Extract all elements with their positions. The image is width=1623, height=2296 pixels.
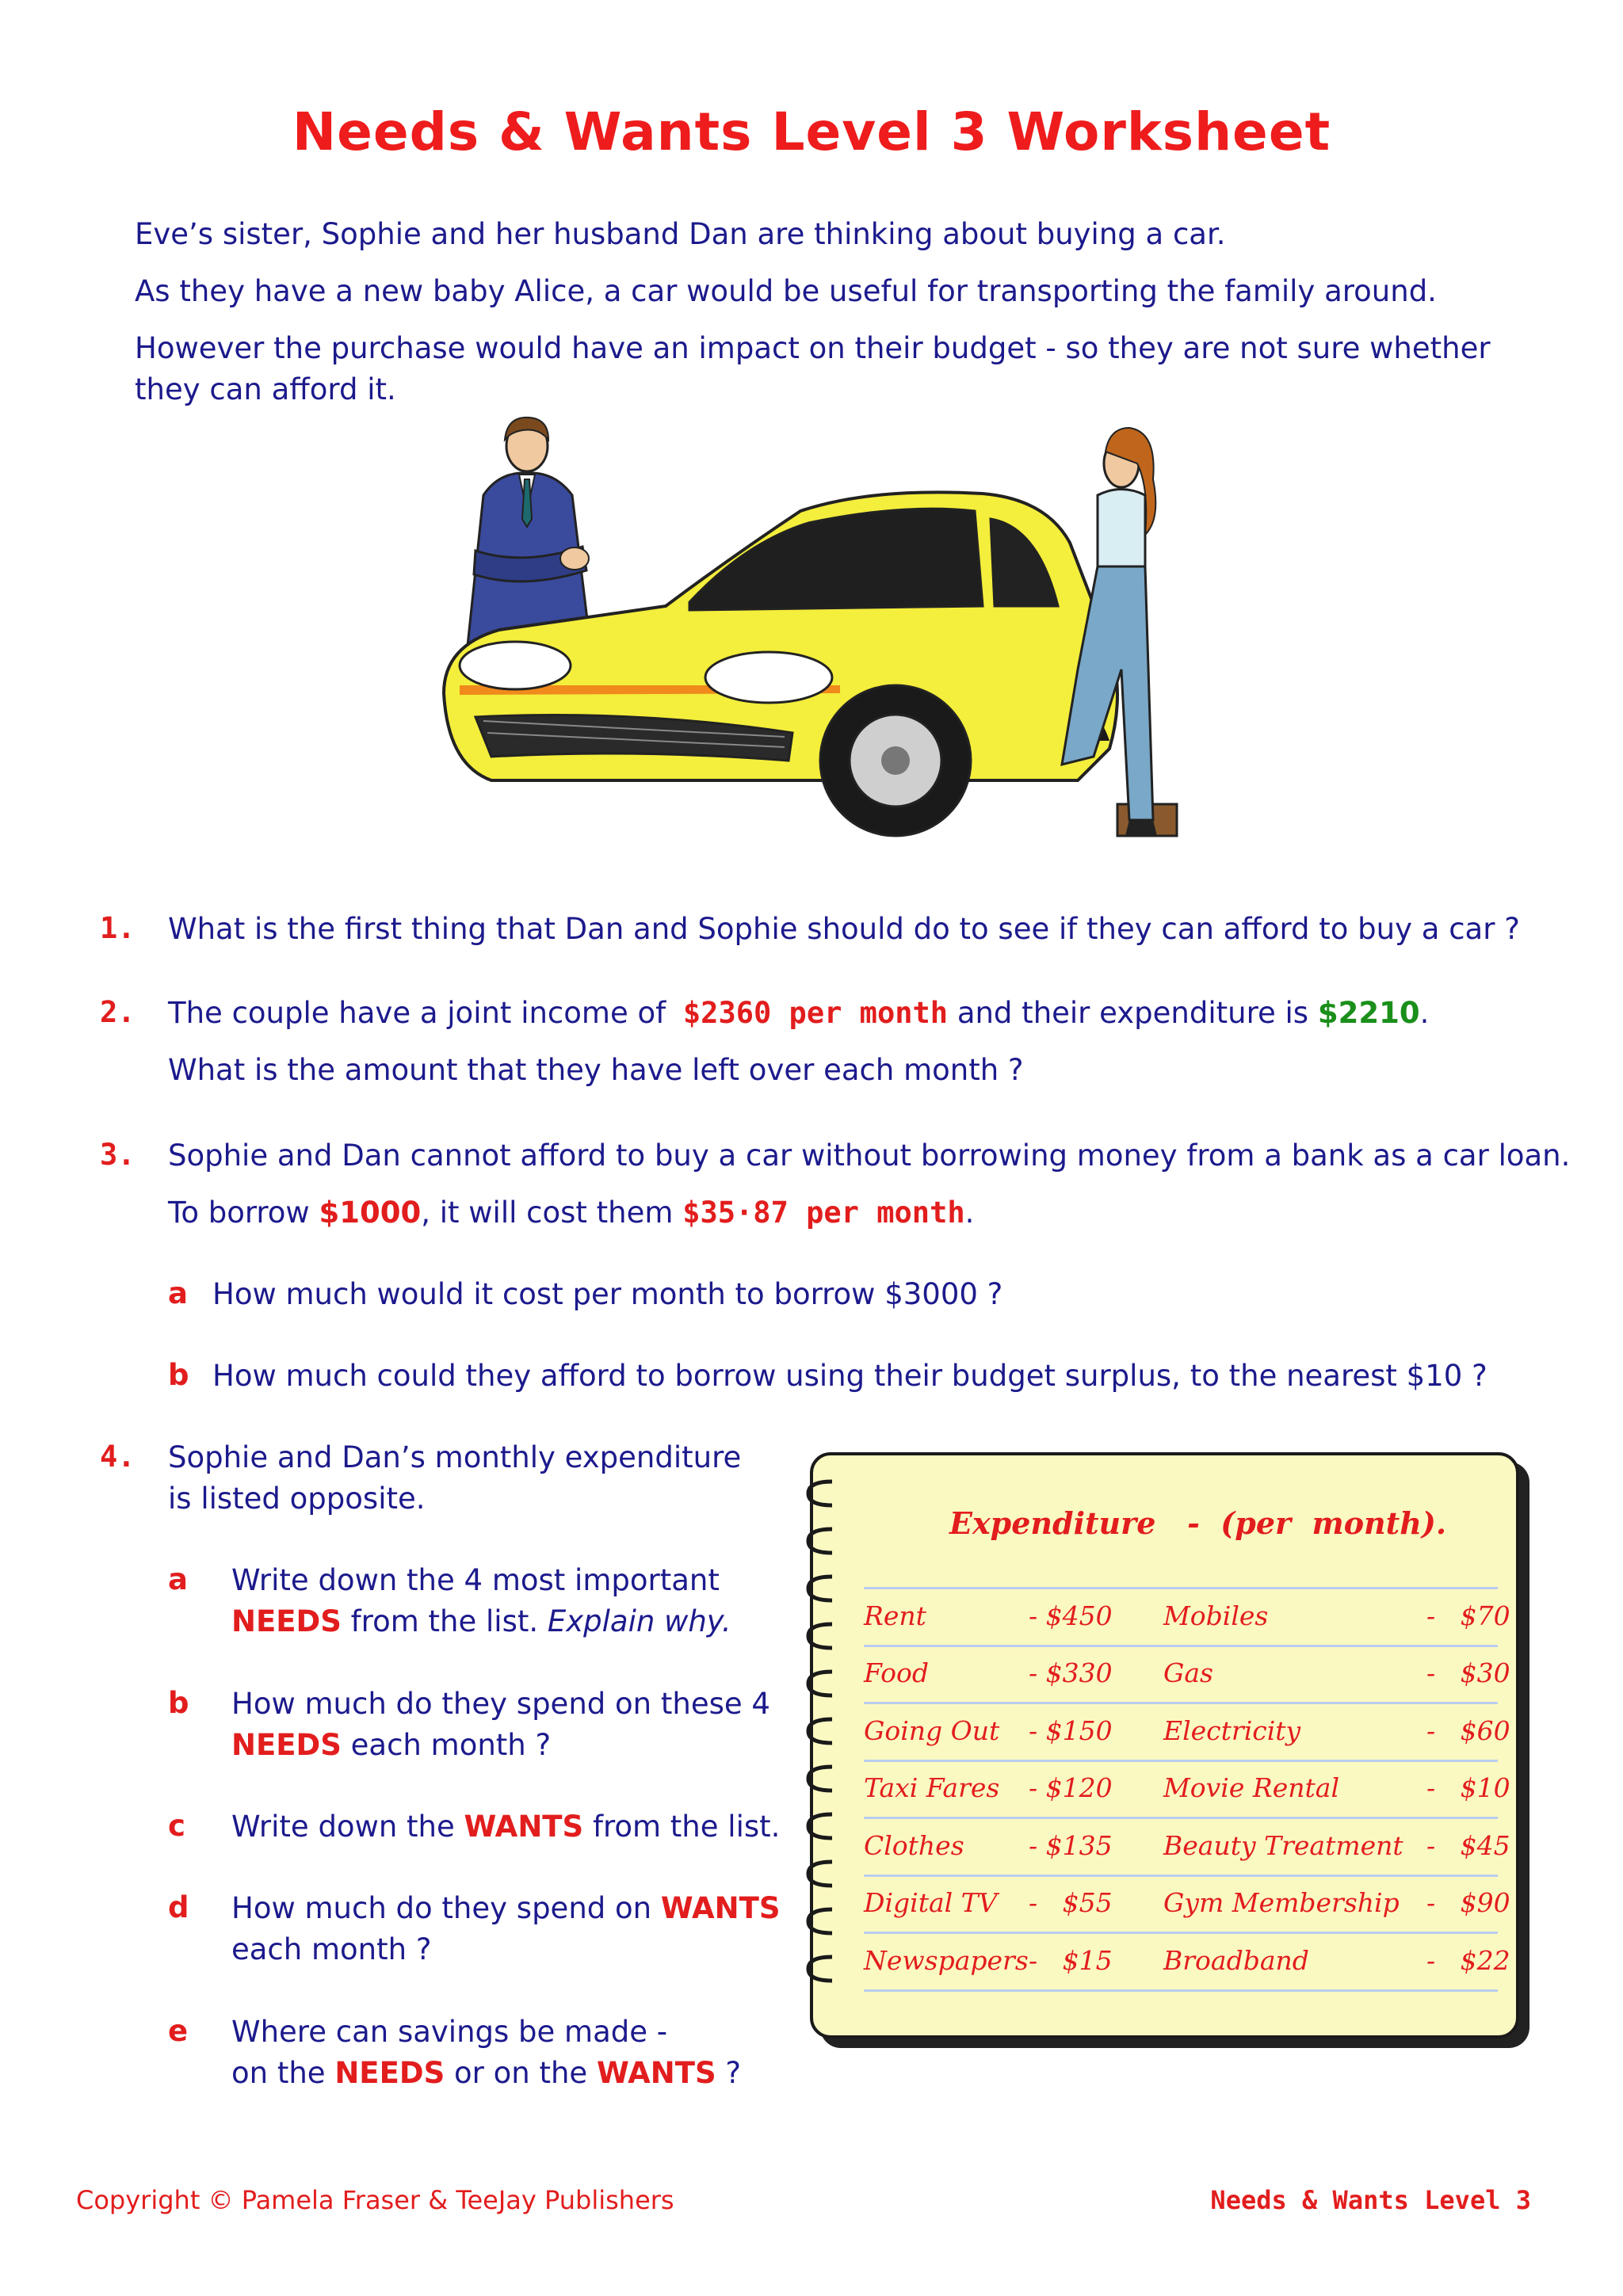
expense-item-rent: Rent: [864, 1600, 926, 1631]
ruled-line: [864, 1989, 1498, 1992]
expense-item-going-out: Going Out: [864, 1715, 1000, 1746]
ruled-line: [864, 1817, 1498, 1819]
question-3-line-1: Sophie and Dan cannot afford to buy a car without borrowing money from a bank as a car loan.: [168, 1138, 1571, 1173]
ruled-line: [864, 1702, 1498, 1704]
intro-line-2: As they have a new baby Alice, a car would be useful for transporting the family around.: [135, 274, 1437, 308]
expense-item-electricity: Electricity: [1163, 1715, 1301, 1746]
q3-b-label: b: [168, 1358, 189, 1392]
expense-value-gym-membership: - $90: [1426, 1887, 1510, 1918]
question-4-line-1: Sophie and Dan’s monthly expenditure: [168, 1440, 742, 1474]
q2-text-end: .: [1419, 996, 1430, 1030]
q3-cost: $35·87 per month: [682, 1196, 965, 1230]
question-4-line-2: is listed opposite.: [168, 1482, 426, 1516]
expense-value-gas: - $30: [1426, 1657, 1510, 1688]
intro-line-3: However the purchase would have an impact on their budget - so they are not sure whether: [135, 331, 1491, 365]
expense-value-food: - $330: [1029, 1657, 1113, 1688]
expense-value-going-out: - $150: [1029, 1715, 1113, 1746]
expense-item-food: Food: [864, 1657, 929, 1688]
q4-c-pre: Write down the: [231, 1810, 455, 1844]
worksheet-footer-title: Needs & Wants Level 3: [1210, 2185, 1531, 2215]
expense-value-newspapers: - $15: [1029, 1945, 1113, 1976]
ruled-line: [864, 1645, 1498, 1647]
ruled-line: [864, 1932, 1498, 1934]
q4-d-label: d: [168, 1890, 189, 1924]
expense-value-broadband: - $22: [1426, 1945, 1510, 1976]
expense-item-broadband: Broadband: [1163, 1945, 1309, 1976]
question-2-number: 2.: [100, 995, 136, 1029]
q4-e-mid: or on the: [454, 2056, 588, 2090]
q4-b-needs: NEEDS: [231, 1728, 342, 1762]
intro-line-4: they can afford it.: [135, 372, 396, 406]
q4-e-needs: NEEDS: [334, 2056, 445, 2090]
q4-d-line-1: [231, 1888, 781, 1929]
q4-a-rest: from the list.: [350, 1604, 539, 1638]
question-2-line-2: What is the amount that they have left over each month ?: [168, 1053, 1024, 1087]
question-1-number: 1.: [100, 911, 136, 945]
ruled-line: [864, 1875, 1498, 1877]
spiral-binding: [800, 1466, 848, 2020]
expense-value-rent: - $450: [1029, 1600, 1113, 1631]
question-3-line-2: [168, 1192, 974, 1234]
expense-item-mobiles: Mobiles: [1163, 1600, 1269, 1631]
expense-item-clothes: Clothes: [864, 1830, 964, 1861]
expense-item-gas: Gas: [1163, 1657, 1213, 1688]
q4-c-wants: WANTS: [464, 1810, 584, 1844]
q3-text-end: .: [964, 1196, 975, 1230]
q4-b-line-2: [231, 1725, 551, 1766]
ruled-line: [864, 1760, 1498, 1762]
q4-a-explain: Explain why.: [547, 1604, 731, 1638]
q2-text-pre: The couple have a joint income of: [168, 996, 666, 1030]
copyright-footer: Copyright © Pamela Fraser & TeeJay Publishers: [76, 2185, 674, 2215]
expense-item-movie-rental: Movie Rental: [1163, 1772, 1339, 1803]
question-1-text: What is the first thing that Dan and Sophie should do to see if they can afford to buy a car ?: [168, 912, 1520, 946]
q4-e-wants: WANTS: [596, 2056, 716, 2090]
expense-item-newspapers: Newspapers: [864, 1945, 1029, 1976]
expense-value-clothes: - $135: [1029, 1830, 1113, 1861]
q4-a-label: a: [168, 1562, 188, 1596]
expense-value-movie-rental: - $10: [1426, 1772, 1510, 1803]
question-3-number: 3.: [100, 1138, 136, 1172]
q2-income: $2360 per month: [682, 996, 949, 1030]
expense-item-beauty-treatment: Beauty Treatment: [1163, 1830, 1403, 1861]
q4-b-label: b: [168, 1686, 189, 1720]
expense-value-mobiles: - $70: [1426, 1600, 1510, 1631]
q4-e-pre: on the: [231, 2056, 326, 2090]
intro-line-1: Eve’s sister, Sophie and her husband Dan are thinking about buying a car.: [135, 217, 1226, 251]
q3-amount: $1000: [319, 1196, 422, 1230]
expense-value-electricity: - $60: [1426, 1715, 1510, 1746]
expenditure-title: Expenditure - (per month).: [949, 1505, 1447, 1541]
q4-d-pre: How much do they spend on: [231, 1891, 652, 1925]
q4-a-line-2: [231, 1601, 731, 1642]
q3-a-text: How much would it cost per month to borrow $3000 ?: [212, 1277, 1003, 1311]
ruled-line: [864, 1587, 1498, 1589]
q4-d-line-2: each month ?: [231, 1932, 432, 1966]
q4-e-end: ?: [725, 2056, 741, 2090]
expense-value-beauty-treatment: - $45: [1426, 1830, 1510, 1861]
question-4-number: 4.: [100, 1440, 136, 1474]
q4-a-line-1: Write down the 4 most important: [231, 1563, 720, 1597]
q3-a-label: a: [168, 1276, 188, 1310]
q4-b-rest: each month ?: [350, 1728, 552, 1762]
page-title: Needs & Wants Level 3 Worksheet: [292, 101, 1331, 162]
q2-expenditure: $2210: [1317, 996, 1420, 1030]
q2-text-mid: and their expenditure is: [957, 996, 1309, 1030]
expense-value-taxi-fares: - $120: [1029, 1772, 1113, 1803]
q3-b-text: How much could they afford to borrow using their budget surplus, to the nearest $10 ?: [212, 1359, 1487, 1393]
q4-c-text: [231, 1806, 780, 1848]
expense-item-digital-tv: Digital TV: [864, 1887, 998, 1918]
q4-e-line-2: [231, 2053, 741, 2094]
question-2-line-1: [168, 993, 1429, 1034]
q4-d-wants: WANTS: [660, 1891, 781, 1925]
q4-c-rest: from the list.: [592, 1810, 781, 1844]
expense-value-digital-tv: - $55: [1029, 1887, 1113, 1918]
q4-c-label: c: [168, 1809, 185, 1843]
q4-e-label: e: [168, 2014, 189, 2048]
car-illustration: [428, 408, 1189, 848]
q4-e-line-1: Where can savings be made -: [231, 2015, 668, 2049]
expense-item-gym-membership: Gym Membership: [1163, 1887, 1400, 1918]
expense-item-taxi-fares: Taxi Fares: [864, 1772, 1000, 1803]
q3-text-pre: To borrow: [168, 1196, 310, 1230]
man-figure: [468, 418, 590, 646]
q3-text-mid: , it will cost them: [421, 1196, 674, 1230]
q4-a-needs: NEEDS: [231, 1604, 342, 1638]
q4-b-line-1: How much do they spend on these 4: [231, 1687, 770, 1721]
